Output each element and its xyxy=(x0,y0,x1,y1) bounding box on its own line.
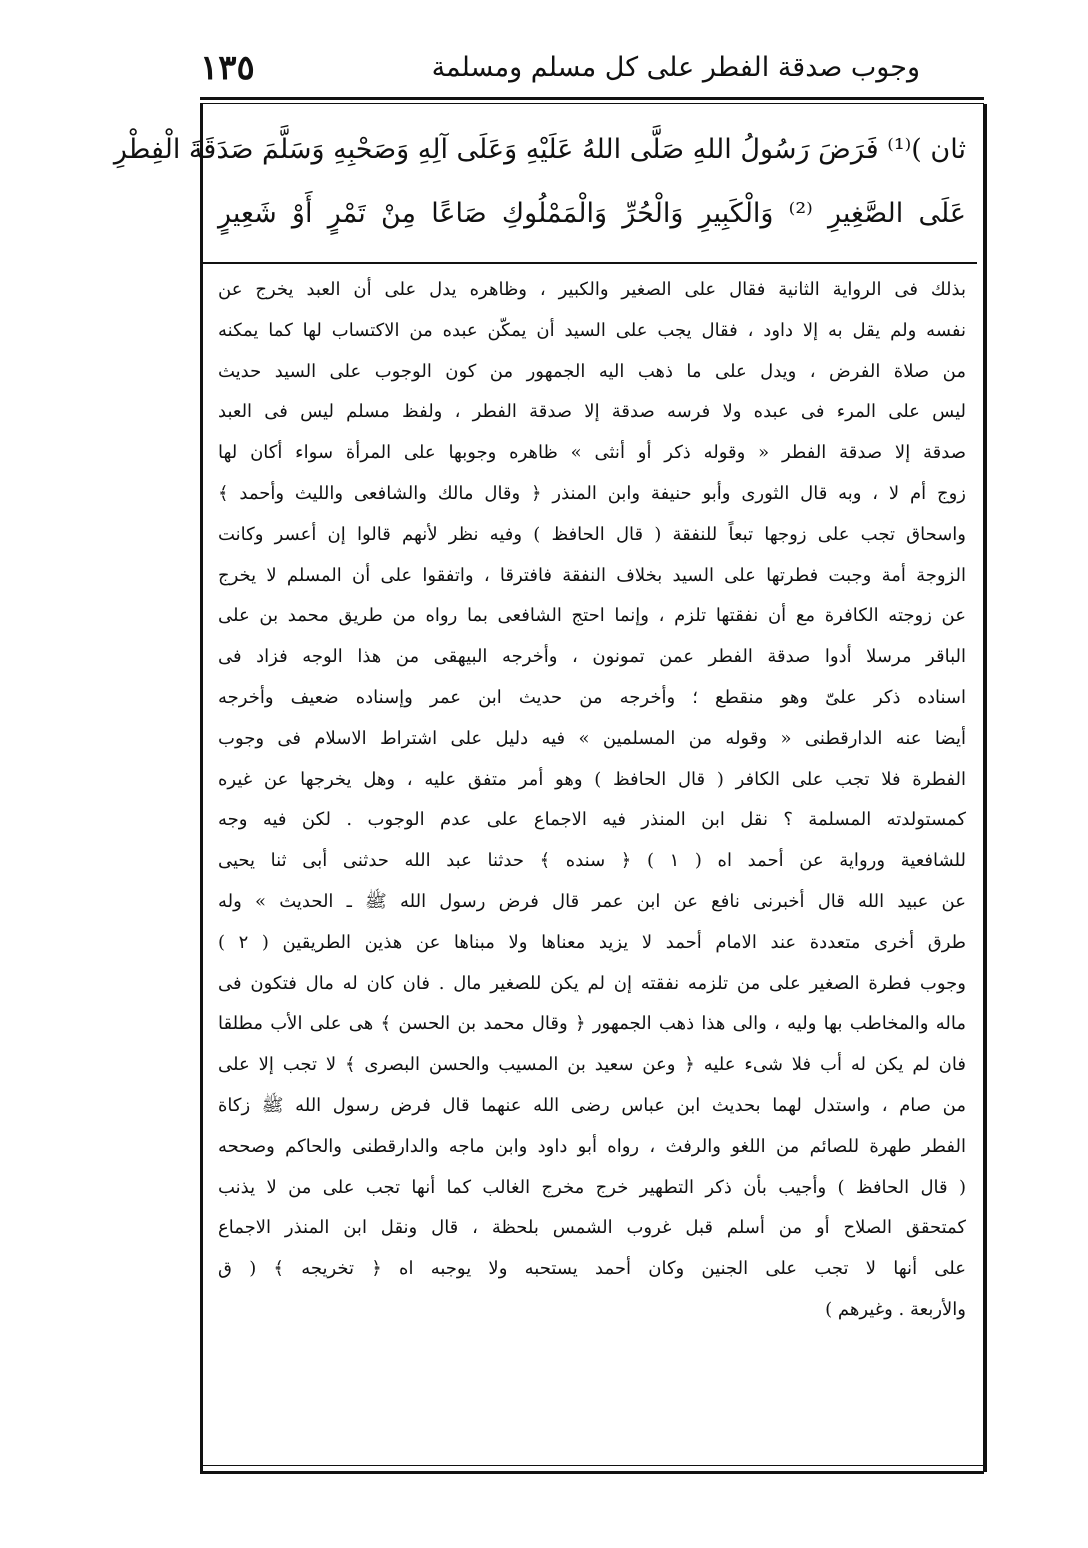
commentary-line: ( قال الحافظ ) وأجيب بأن ذكر التطهير خرج مخرج الغالب كما أنها تجب على من لا يذنب xyxy=(218,1176,966,1198)
commentary-line: فان لم يكن له أب فلا شىء عليه ﴿ وعن سعيد بن المسيب والحسن البصرى ﴾ لا تجب إلا على xyxy=(218,1054,966,1076)
hadith-line: ثان )⁽¹⁾ فَرَضَ رَسُولُ اللهِ صَلَّى اللهُ عَلَيْهِ وَعَلَى آلِهِ وَصَحْبِهِ وَسَلَّمَ صَدَقَةَ الْفِطْرِ xyxy=(113,134,966,165)
commentary-line: ماله والمخاطب بها وليه ، والى هذا ذهب الجمهور ﴿ وقال محمد بن الحسن ﴾ هى على الأب مطلقا xyxy=(218,1013,966,1035)
commentary-line: الفطرة فلا تجب على الكافر ( قال الحافظ ) وهو أمر متفق عليه ، وهل يخرجها عن غيره xyxy=(218,768,966,790)
commentary-line: من صام ، واستدل لهما بحديث ابن عباس رضى الله عنهما قال فرض رسول الله ﷺ زكاة xyxy=(218,1094,966,1116)
commentary-line: الزوجة أمة وجبت فطرتها على السيد بخلاف النفقة فافترقا ، واتفقوا على أن المسلم لا يخرج xyxy=(218,564,966,586)
page-title: وجوب صدقة الفطر على كل مسلم ومسلمة xyxy=(431,52,920,83)
commentary-line: كمستولدته المسلمة ؟ نقل ابن المنذر فيه الاجماع على عدم الوجوب . لكن فيه وجه xyxy=(218,809,966,831)
commentary-line: من صلاة الفرض ، ويدل على ما ذهب اليه الجمهور من كون الوجوب على السيد حديث xyxy=(218,360,966,382)
section-divider xyxy=(203,262,977,264)
commentary-line: طرق أخرى متعددة عند الامام أحمد لا يزيد معناها ولا مبناها عن هذين الطريقين ( ٢ ) xyxy=(218,931,967,953)
footer-rule-bottom xyxy=(200,1471,984,1474)
commentary-text xyxy=(218,270,966,1331)
commentary-line: الباقر مرسلا أدوا صدقة الفطر عمن تمونون ، وأخرجه البيهقى من هذا الوجه فزاد فى xyxy=(218,646,966,668)
commentary-line: عن زوجته الكافرة مع أن نفقتها تلزم ، وإنما احتج الشافعى بما رواه من طريق محمد بن على xyxy=(218,605,966,627)
commentary-line: كمتحقق الصلاح أو من أسلم قبل غروب الشمس بلحظة ، قال ونقل ابن المنذر الاجماع xyxy=(218,1217,966,1239)
commentary-line: زوج أم لا ، وبه قال الثورى وأبو حنيفة وابن المنذر ﴿ وقال مالك والشافعى والليث وأحمد ﴾ xyxy=(218,482,966,504)
commentary-line: عن عبيد الله قال أخبرنى نافع عن ابن عمر قال فرض رسول الله ﷺ ـ الحديث » وله xyxy=(218,890,966,912)
commentary-line: الفطر طهرة للصائم من اللغو والرفث ، رواه أبو داود وابن ماجه والدارقطنى والحاكم وصححه xyxy=(218,1135,966,1157)
hadith-text xyxy=(113,118,967,246)
commentary-line: للشافعية ورواية عن أحمد اه ( ١ ) ﴿ سنده ﴾ حدثنا عبد الله حدثنى أبى ثنا يحيى xyxy=(218,850,966,872)
commentary-line: نفسه ولم يقل به إلا داود ، فقال يجب على السيد أن يمكّن عبده من الاكتساب لها كما يمكنه xyxy=(218,319,966,341)
page-number: ١٣٥ xyxy=(200,48,255,88)
hadith-line: عَلَى الصَّغِيرِ ⁽²⁾ وَالْكَبِيرِ وَالْحُرِّ وَالْمَمْلُوكِ صَاعًا مِنْ تَمْرٍ أَوْ شَعِيرٍ xyxy=(218,198,967,229)
commentary-line: واسحاق تجب على زوجها تبعاً للنفقة ( قال الحافظ ) وفيه نظر لأنهم قالوا إن أعسر وكانت xyxy=(218,523,966,545)
commentary-line: أيضا عنه الدارقطنى « وقوله من المسلمين » فيه دليل على اشتراط الاسلام فى وجوب xyxy=(218,727,966,749)
commentary-line: على أنها لا تجب على الجنين وكان أحمد يستحبه ولا يوجبه اه ﴿ تخريجه ﴾ ( ق xyxy=(218,1258,966,1280)
commentary-line: بذلك فى الرواية الثانية فقال على الصغير والكبير ، وظاهره يدل على أن العبد يخرج عن xyxy=(218,279,966,300)
commentary-line: ليس على المرء فى عبده ولا فرسه صدقة إلا صدقة الفطر ، ولفظ مسلم ليس فى العبد xyxy=(218,401,966,423)
page-header xyxy=(200,48,920,98)
footer-rule-top xyxy=(200,1465,984,1466)
commentary-line: اسناده ذكر علىّ وهو منقطع ؛ وأخرجه من حديث ابن عمر وإسناده ضعيف وأخرجه xyxy=(218,686,966,708)
header-rule-top xyxy=(200,97,984,100)
commentary-line: وجوب فطرة الصغير على من تلزمه نفقته إن لم يكن للصغير مال . فان كان له مال فتكون فى xyxy=(218,972,966,994)
commentary-line: صدقة إلا صدقة الفطر « وقوله ذكر أو أنثى » ظاهره وجوبها على المرأة سواء أكان لها xyxy=(218,442,966,464)
commentary-line: والأربعة . وغيرهم ) xyxy=(825,1298,966,1320)
